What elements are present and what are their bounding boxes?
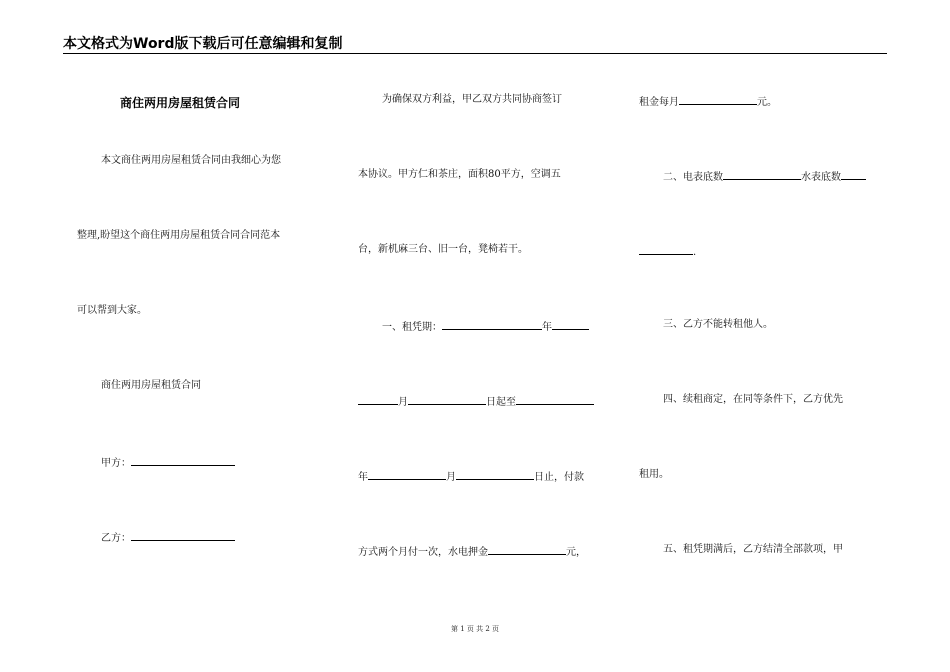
water-blank-1 xyxy=(841,169,866,180)
end-year-blank xyxy=(516,394,594,405)
deposit-blank xyxy=(488,544,566,555)
clause-4-line-1: 四、续租商定，在同等条件下，乙方优先 xyxy=(663,394,843,405)
clause-5-line-1: 五、租凭期满后，乙方结清全部款项，甲 xyxy=(663,544,843,555)
party-a-line xyxy=(101,455,235,470)
water-blank-2 xyxy=(639,244,693,255)
term-end-line xyxy=(358,469,584,484)
water-continue-line xyxy=(639,244,696,259)
term-line xyxy=(382,319,589,334)
rent-yuan: 元。 xyxy=(757,97,777,108)
meter-label: 二、电表底数 xyxy=(663,172,723,183)
end-month: 月 xyxy=(446,472,456,483)
contract-title: 商住两用房屋租赁合同 xyxy=(120,96,241,110)
rent-line xyxy=(639,94,777,109)
party-b-label: 乙方： xyxy=(101,533,131,544)
clause-4-line-2: 租用。 xyxy=(639,469,669,480)
end-year: 年 xyxy=(358,472,368,483)
meter-line xyxy=(663,169,866,184)
from-text: 日起至 xyxy=(486,397,516,408)
party-b-blank xyxy=(131,530,235,541)
purpose-line-2: 本协议。甲方仁和茶庄，面积80平方，空调五 xyxy=(358,169,561,180)
start-month: 月 xyxy=(398,397,408,408)
rent-label: 租金每月 xyxy=(639,97,679,108)
header-title: 本文格式为Word版下载后可任意编辑和复制 xyxy=(63,36,343,52)
end-day-blank xyxy=(456,469,534,480)
contract-subtitle: 商住两用房屋租赁合同 xyxy=(101,380,201,391)
intro-line-3: 可以帮到大家。 xyxy=(77,305,147,316)
water-period: . xyxy=(693,247,697,258)
intro-line-1: 本文商住两用房屋租赁合同由我细心为您 xyxy=(101,155,281,166)
term-year: 年 xyxy=(542,322,552,333)
term-blank-1 xyxy=(442,319,542,330)
intro-line-2: 整理,盼望这个商住两用房屋租赁合同合同范本 xyxy=(77,230,281,241)
deposit-yuan: 元， xyxy=(566,547,586,558)
party-a-blank xyxy=(131,455,235,466)
rent-blank xyxy=(679,94,757,105)
end-text: 日止，付款 xyxy=(534,472,584,483)
water-label: 水表底数 xyxy=(801,172,841,183)
meter-blank xyxy=(723,169,801,180)
header-divider xyxy=(63,53,887,54)
term-blank-2 xyxy=(552,319,589,330)
payment-text: 方式两个月付一次，水电押金 xyxy=(358,547,488,558)
end-month-blank xyxy=(368,469,446,480)
payment-line xyxy=(358,544,586,559)
purpose-line-3: 台，新机麻三台、旧一台，凳椅若干。 xyxy=(358,244,528,255)
term-start-line xyxy=(358,394,594,409)
clause-3: 三、乙方不能转租他人。 xyxy=(663,319,773,330)
start-month-blank xyxy=(358,394,398,405)
party-a-label: 甲方： xyxy=(101,458,131,469)
page-number: 第 1 页 共 2 页 xyxy=(450,625,500,633)
purpose-line-1: 为确保双方利益，甲乙双方共同协商签订 xyxy=(382,94,562,105)
term-label: 一、租凭期： xyxy=(382,322,442,333)
start-day-blank xyxy=(408,394,486,405)
party-b-line xyxy=(101,530,235,545)
